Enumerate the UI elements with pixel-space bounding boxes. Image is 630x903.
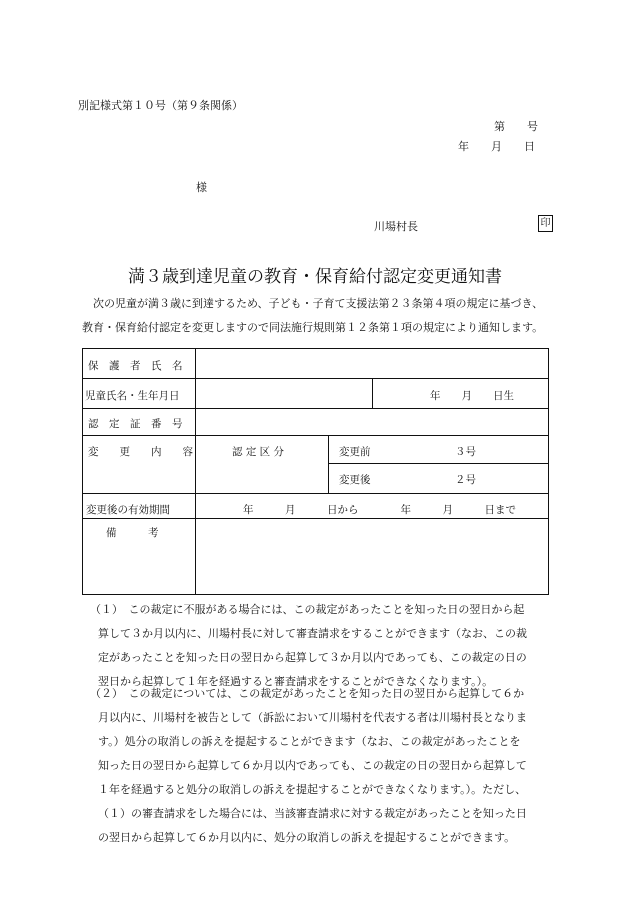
- cert-number-label: 認 定 証 番 号: [88, 418, 183, 430]
- note-line: の翌日から起算して６か月以内に、処分の取消しの訴えを提起することができます。: [98, 831, 516, 844]
- intro-line-1: 次の児童が満３歳に到達するため、子ども・子育て支援法第２３条第４項の規定に基づき、: [93, 297, 544, 310]
- note-line: 知った日の翌日から起算して６か月以内であっても、この裁定の日の翌日から起算して: [98, 759, 527, 772]
- recipient-suffix: 様: [196, 181, 207, 194]
- note-line: （１）の審査請求をした場合には、当該審査請求に対する裁定があったことを知った日: [98, 807, 527, 820]
- note-line: 定があったことを知った日の翌日から起算して３か月以内であっても、この裁定の日の: [98, 651, 527, 664]
- cert-category-label: 認 定 区 分: [232, 446, 285, 458]
- seal-mark: 印: [538, 215, 553, 232]
- form-border: [83, 349, 549, 595]
- before-change-value: ３号: [455, 446, 476, 458]
- issuer: 川場村長: [374, 220, 418, 233]
- change-content-label: 変 更 内 容: [88, 446, 193, 458]
- note-2: [82, 682, 558, 850]
- note-line: （２） この裁定については、この裁定があったことを知った日の翌日から起算して６か: [90, 687, 525, 700]
- form-number: 別記様式第１０号（第９条関係）: [78, 99, 243, 112]
- validity-period-value: 年 月 日から 年 月 日まで: [243, 504, 516, 516]
- notice-form-table: [82, 348, 550, 596]
- after-change-label: 変更後: [339, 474, 371, 486]
- intro-line-2: 教育・保育給付認定を変更しますので同法施行規則第１２条第１項の規定により通知します。: [82, 321, 544, 334]
- note-line: （１） この裁定に不服がある場合には、この裁定があったことを知った日の翌日から起: [90, 603, 525, 616]
- note-1: [82, 598, 558, 694]
- intro-paragraph: [82, 292, 552, 340]
- note-line: 翌日から起算して１年を経過すると審査請求をすることができなくなります。）。: [98, 675, 494, 688]
- dob-value: 年 月 日生: [430, 390, 514, 402]
- note-line: す。）処分の取消しの訴えを提起することができます（なお、この裁定があったことを: [98, 735, 521, 748]
- form-grid: [82, 348, 550, 596]
- note-line: 算して３か月以内に、川場村長に対して審査請求をすることができます（なお、この裁: [98, 627, 527, 640]
- remarks-label: 備 考: [106, 527, 159, 539]
- note-line: 月以内に、川場村を被告として（訴訟において川場村を代表する者は川場村長となりま: [98, 711, 527, 724]
- issue-date: 年 月 日: [458, 140, 535, 153]
- validity-period-label: 変更後の有効期間: [86, 504, 170, 516]
- after-change-value: ２号: [455, 474, 476, 486]
- before-change-label: 変更前: [339, 446, 371, 458]
- document-number: 第 号: [494, 120, 538, 133]
- guardian-name-label: 保 護 者 氏 名: [88, 360, 183, 372]
- note-line: １年を経過すると処分の取消しの訴えを提起することができなくなります。）。ただし、: [98, 783, 527, 796]
- document-title: 満３歳到達児童の教育・保育給付認定変更通知書: [128, 267, 502, 287]
- child-name-dob-label: 児童氏名・生年月日: [85, 390, 180, 402]
